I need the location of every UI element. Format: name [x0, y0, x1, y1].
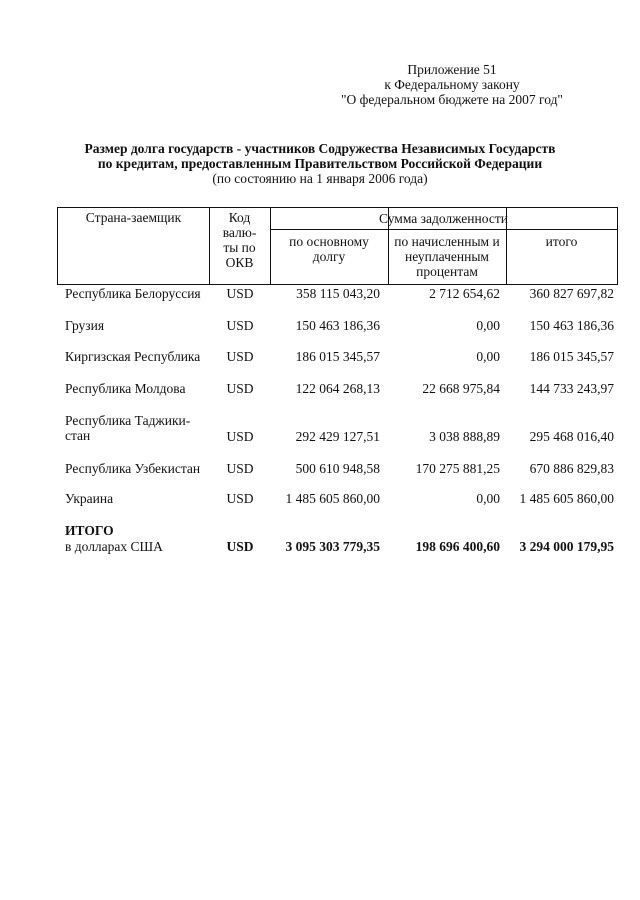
appendix-line-3: "О федеральном бюджете на 2007 год": [341, 92, 563, 107]
cell-country: Грузия: [65, 318, 105, 333]
cell-country: Республика Молдова: [65, 381, 186, 396]
appendix-line-2: к Федеральному закону: [384, 77, 520, 92]
table-row: [57, 460, 618, 478]
header-interest-line-1: по начисленным и: [394, 234, 500, 249]
cell-interest: 22 668 975,84: [422, 381, 500, 396]
cell-interest: 3 038 888,89: [429, 429, 500, 444]
header-principal-line-1: по основному: [289, 234, 369, 249]
cell-country: Республика Белоруссия: [65, 286, 201, 301]
appendix-line-1: Приложение 51: [407, 62, 497, 77]
cell-country: Украина: [65, 491, 114, 506]
cell-principal: 500 610 948,58: [295, 461, 380, 476]
cell-currency: USD: [226, 381, 254, 396]
cell-country: Республика Узбекистан: [65, 461, 201, 476]
cell-principal: 186 015 345,57: [295, 349, 380, 364]
cell-principal: 292 429 127,51: [295, 429, 380, 444]
header-currency-line-4: ОКВ: [225, 255, 254, 270]
header-interest-line-3: процентам: [416, 264, 478, 279]
header-principal-line-2: долгу: [312, 249, 346, 264]
header-currency-code: [209, 210, 270, 270]
title-subtitle: (по состоянию на 1 января 2006 года): [212, 171, 428, 186]
cell-total: 295 468 016,40: [529, 429, 614, 444]
header-interest-line-2: неуплаченным: [405, 249, 489, 264]
cell-total: 144 733 243,97: [529, 381, 614, 396]
table-row: [57, 285, 618, 303]
cell-country: Киргизская Республика: [65, 349, 201, 364]
cell-total: 1 485 605 860,00: [519, 491, 614, 506]
cell-total: 186 015 345,57: [529, 349, 614, 364]
cell-country-line-1: Республика Таджики-: [65, 413, 191, 428]
cell-interest: 0,00: [476, 318, 500, 333]
cell-total: 670 886 829,83: [529, 461, 614, 476]
total-interest: 198 696 400,60: [415, 539, 500, 554]
total-currency: USD: [226, 539, 254, 554]
cell-country-line-2: стан: [65, 428, 91, 443]
header-currency-line-2: валю-: [222, 225, 257, 240]
cell-total: 360 827 697,82: [529, 286, 614, 301]
cell-principal: 1 485 605 860,00: [285, 491, 380, 506]
header-total: итого: [545, 234, 578, 249]
table-row: [57, 380, 618, 398]
cell-currency: USD: [226, 461, 254, 476]
table-row: [57, 317, 618, 335]
total-label: ИТОГО: [65, 523, 114, 538]
cell-principal: 150 463 186,36: [295, 318, 380, 333]
appendix-note: [322, 62, 582, 107]
cell-currency: USD: [226, 429, 254, 444]
header-currency-line-3: ты по: [223, 240, 256, 255]
header-debt-group: Сумма задолженности: [379, 211, 508, 226]
cell-currency: USD: [226, 286, 254, 301]
cell-interest: 170 275 881,25: [415, 461, 500, 476]
header-principal: [270, 234, 388, 264]
header-country: Страна-заемщик: [85, 210, 182, 225]
document-title: [40, 141, 600, 186]
cell-interest: 0,00: [476, 349, 500, 364]
cell-currency: USD: [226, 491, 254, 506]
total-principal: 3 095 303 779,35: [285, 539, 380, 554]
title-line-1: Размер долга государств - участников Содружества Независимых Государств: [84, 141, 556, 156]
cell-principal: 358 115 043,20: [296, 286, 380, 301]
debt-table: [57, 207, 618, 554]
table-row: [57, 348, 618, 366]
header-currency-line-1: Код: [228, 210, 251, 225]
header-interest: [388, 234, 506, 279]
cell-principal: 122 064 268,13: [295, 381, 380, 396]
cell-interest: 2 712 654,62: [429, 286, 500, 301]
total-total: 3 294 000 179,95: [519, 539, 614, 554]
cell-total: 150 463 186,36: [529, 318, 614, 333]
total-sublabel: в долларах США: [65, 539, 163, 554]
table-row: [57, 490, 618, 508]
table-row: [57, 428, 618, 446]
cell-interest: 0,00: [476, 491, 500, 506]
title-line-2: по кредитам, предоставленным Правительством Российской Федерации: [97, 156, 543, 171]
cell-currency: USD: [226, 349, 254, 364]
table-header: [57, 207, 618, 285]
cell-currency: USD: [226, 318, 254, 333]
total-row: [57, 538, 618, 556]
